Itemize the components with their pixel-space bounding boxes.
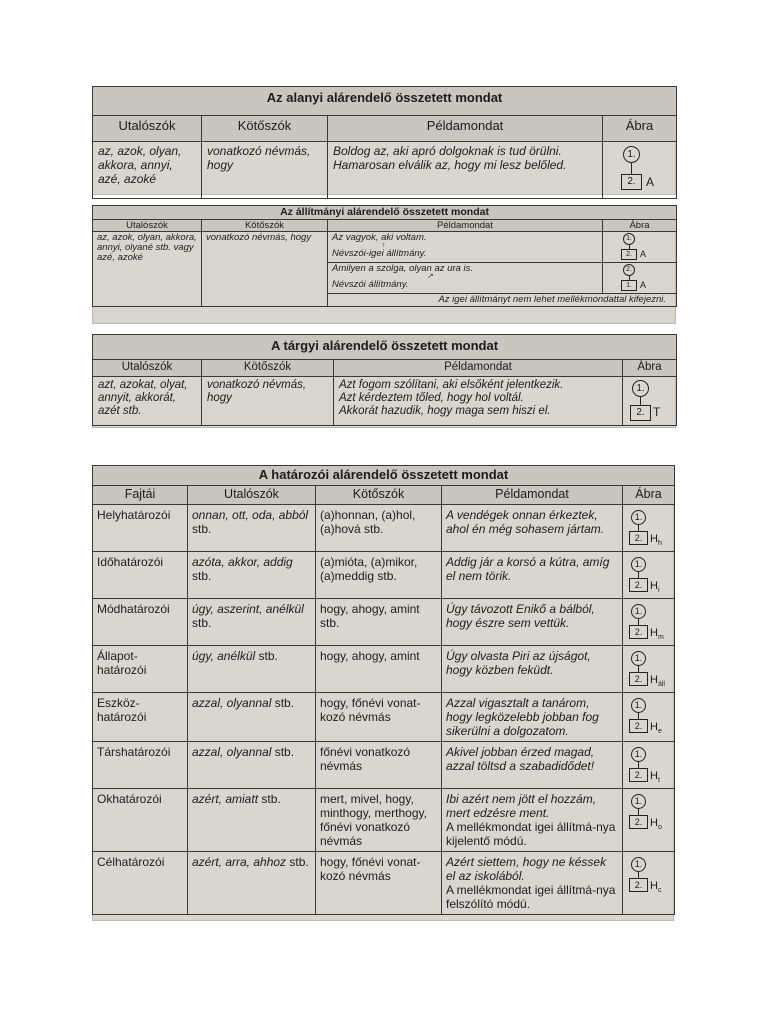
targyi-pelda-3: Akkorát hazudik, hogy maga sem hiszi el. xyxy=(339,405,551,417)
abra-cell xyxy=(623,599,675,646)
fajta-cell: Okhatározói xyxy=(93,789,188,852)
allitmanyi-table xyxy=(92,205,677,307)
targyi-title: A tárgyi alárendelő összetett mondat xyxy=(93,335,677,360)
peldamondat-text: Azzal vigasztalt a tanárom, hogy legközelebb jobban fog sikerülni a dolgozatom. xyxy=(446,696,599,738)
diagram-circle: 1. xyxy=(632,380,649,397)
peldamondat-text: Akivel jobban érzed magad, azzal töltsd a szabadidődet! xyxy=(446,745,595,773)
diagram-label xyxy=(650,879,661,898)
kotoszok-text: hogy, főnévi vonat-kozó névmás xyxy=(320,696,421,724)
peldamondat-cell xyxy=(442,693,623,742)
diagram-circle: 1. xyxy=(623,233,635,245)
fajta-cell: Időhatározói xyxy=(93,552,188,599)
peldamondat-cell xyxy=(442,599,623,646)
targyi-table-card xyxy=(92,334,676,428)
abra-cell xyxy=(623,552,675,599)
diagram-box: 2. xyxy=(630,405,651,421)
alanyi-peldamondat xyxy=(328,142,603,199)
hatarozoi-table xyxy=(92,465,675,915)
diagram-label: A xyxy=(646,175,655,189)
kotoszok-cell xyxy=(316,852,442,915)
hatarozoi-header-abra: Ábra xyxy=(623,486,675,505)
utaloszok-cell xyxy=(188,742,316,789)
abra-cell xyxy=(623,742,675,789)
table-row xyxy=(93,852,675,915)
diagram-box: 2. xyxy=(629,578,648,592)
allitmanyi-pelda-2: Amilyen a szolga, olyan az ura is. xyxy=(332,263,473,274)
allitmanyi-pelda-2-note: Névszói állítmány. xyxy=(332,279,409,290)
table-row xyxy=(93,789,675,852)
targyi-header-utaloszok: Utalószók xyxy=(93,360,202,377)
allitmanyi-pelda-1-cell: Az vagyok, aki voltam. ↑ Névszói-igei állítmány. xyxy=(328,232,603,263)
targyi-kotoszok: vonatkozó névmás, hogy xyxy=(202,377,334,426)
diagram-label-letter: H xyxy=(650,770,658,782)
diagram-label-subscript: c xyxy=(657,887,662,895)
kotoszok-text: főnévi vonatkozó névmás xyxy=(320,745,411,773)
targyi-pelda-2: Azt kérdeztem tőled, hogy hol voltál. xyxy=(339,392,524,404)
utaloszok-text: azóta, akkor, addig xyxy=(192,555,293,569)
kotoszok-text: (a)honnan, (a)hol, (a)hová xyxy=(320,508,416,536)
diagram-circle: 1. xyxy=(631,651,646,666)
kotoszok-text: hogy, ahogy, amint xyxy=(320,649,420,663)
diagram-circle: 1. xyxy=(631,510,646,525)
kotoszok-text: hogy, ahogy, amint xyxy=(320,602,420,616)
diagram-box: 1. xyxy=(621,280,637,291)
allitmanyi-header-abra: Ábra xyxy=(603,220,677,232)
hatarozoi-table-card xyxy=(92,465,674,921)
diagram-box: 2. xyxy=(629,768,648,782)
utaloszok-stb: stb. xyxy=(271,745,295,759)
alanyi-abra xyxy=(603,142,677,199)
alanyi-header-peldamondat: Példamondat xyxy=(328,116,603,142)
peldamondat-text: Addig jár a korsó a kútra, amíg el nem törik. xyxy=(446,555,610,583)
allitmanyi-footnote: Az igei állítmányt nem lehet mellékmondattal kifejezni. xyxy=(328,294,677,307)
diagram-label-subscript: t xyxy=(657,777,660,785)
diagram-label-letter: H xyxy=(650,580,658,592)
diagram-circle: 1. xyxy=(623,146,640,163)
peldamondat-text: Ibi azért nem jött el hozzám, mert edzésre ment. xyxy=(446,792,597,820)
allitmanyi-header-utaloszok: Utalószók xyxy=(93,220,202,232)
utaloszok-cell xyxy=(188,505,316,552)
allitmanyi-title: Az állítmányi alárendelő összetett mondat xyxy=(93,206,677,220)
allitmanyi-abra-1 xyxy=(603,232,677,263)
diagram-box: 2. xyxy=(629,815,648,829)
alanyi-table xyxy=(92,86,677,199)
peldamondat-cell xyxy=(442,552,623,599)
hatarozoi-header-fajtai: Fajtái xyxy=(93,486,188,505)
peldamondat-cell xyxy=(442,646,623,693)
diagram-box: 2. xyxy=(629,878,648,892)
targyi-header-peldamondat: Példamondat xyxy=(334,360,623,377)
utaloszok-stb: stb. xyxy=(192,522,212,536)
diagram-label-letter: H xyxy=(650,674,658,686)
utaloszok-text: onnan, ott, oda, abból xyxy=(192,508,309,522)
allitmanyi-table-card xyxy=(92,205,676,324)
kotoszok-cell xyxy=(316,599,442,646)
utaloszok-text: azért, arra, ahhoz xyxy=(192,855,287,869)
utaloszok-text: úgy, aszerint, anélkül xyxy=(192,602,304,616)
alanyi-header-abra: Ábra xyxy=(603,116,677,142)
peldamondat-cell xyxy=(442,789,623,852)
peldamondat-note: A mellékmondat igei állítmá-nya felszólító módú. xyxy=(446,883,616,911)
utaloszok-stb: stb. xyxy=(255,649,278,663)
hatarozoi-title: A határozói alárendelő összetett mondat xyxy=(93,466,675,486)
utaloszok-text: azzal, olyannal xyxy=(192,745,272,759)
abra-cell xyxy=(623,789,675,852)
peldamondat-text: A vendégek onnan érkeztek, ahol én még sohasem jártam. xyxy=(446,508,605,536)
diagram-label xyxy=(650,720,662,739)
utaloszok-stb: stb. xyxy=(258,792,281,806)
diagram-box: 2. xyxy=(629,719,648,733)
diagram-circle: 1. xyxy=(631,747,646,762)
diagram-box: 2. xyxy=(621,174,642,190)
utaloszok-stb: stb. xyxy=(192,616,212,630)
targyi-peldamondat xyxy=(334,377,623,426)
targyi-pelda-1: Azt fogom szólítani, aki elsőként jelentkezik. xyxy=(339,379,564,391)
diagram-circle: 1. xyxy=(631,604,646,619)
kotoszok-cell xyxy=(316,693,442,742)
kotoszok-text: (a)mióta, (a)mikor, (a)meddig xyxy=(320,555,418,583)
diagram-label-letter: H xyxy=(650,880,658,892)
fajta-cell: Eszköz-határozói xyxy=(93,693,188,742)
diagram-label-letter: H xyxy=(650,627,658,639)
utaloszok-cell xyxy=(188,693,316,742)
peldamondat-text: Azért siettem, hogy ne késsek el az iskolából. xyxy=(446,855,607,883)
kotoszok-stb: stb. xyxy=(360,522,384,536)
diagram-label-letter: H xyxy=(650,533,658,545)
alanyi-header-kotoszok: Kötőszók xyxy=(202,116,328,142)
alanyi-kotoszok: vonatkozó névmás, hogy xyxy=(202,142,328,199)
diagram-circle: 1. xyxy=(631,557,646,572)
abra-cell xyxy=(623,693,675,742)
kotoszok-cell xyxy=(316,646,442,693)
abra-cell xyxy=(623,646,675,693)
kotoszok-stb: stb. xyxy=(374,569,397,583)
diagram-circle: 2. xyxy=(623,264,635,276)
diagram-circle: 1. xyxy=(631,794,646,809)
utaloszok-text: azzal, olyannal xyxy=(192,696,272,710)
alanyi-pelda-1: Boldog az, aki apró dolgoknak is tud örülni. xyxy=(333,144,562,158)
peldamondat-cell xyxy=(442,742,623,789)
hatarozoi-header-utaloszok: Utalószók xyxy=(188,486,316,505)
utaloszok-cell xyxy=(188,552,316,599)
diagram-label: A xyxy=(640,249,647,259)
fajta-cell: Állapot-határozói xyxy=(93,646,188,693)
kotoszok-text: mert, mivel, hogy, minthogy, merthogy, főnévi vonatkozó névmás xyxy=(320,792,427,848)
allitmanyi-kotoszok: vonatkozó névmás, hogy xyxy=(202,232,328,307)
allitmanyi-abra-2 xyxy=(603,263,677,294)
peldamondat-cell xyxy=(442,505,623,552)
fajta-cell: Helyhatározói xyxy=(93,505,188,552)
diagram-label-subscript: e xyxy=(657,728,662,736)
diagram-label xyxy=(650,579,660,598)
utaloszok-text: úgy, anélkül xyxy=(192,649,256,663)
fajta-cell: Célhatározói xyxy=(93,852,188,915)
peldamondat-note: A mellékmondat igei állítmá-nya kijelentő módú. xyxy=(446,820,616,848)
table-row xyxy=(93,599,675,646)
targyi-header-kotoszok: Kötőszók xyxy=(202,360,334,377)
utaloszok-cell xyxy=(188,852,316,915)
diagram-label: A xyxy=(640,280,647,290)
table-row xyxy=(93,742,675,789)
diagram-label-subscript: i xyxy=(657,587,660,595)
peldamondat-text: Úgy távozott Enikő a bálból, hogy észre sem vettük. xyxy=(446,602,595,630)
utaloszok-stb: stb. xyxy=(271,696,295,710)
fajta-cell: Társhatározói xyxy=(93,742,188,789)
peldamondat-text: Úgy olvasta Piri az újságot, hogy közben feküdt. xyxy=(446,649,591,677)
table-row xyxy=(93,646,675,693)
kotoszok-cell xyxy=(316,552,442,599)
diagram-label xyxy=(650,769,660,788)
allitmanyi-header-kotoszok: Kötőszók xyxy=(202,220,328,232)
diagram-label-letter: H xyxy=(650,721,658,733)
targyi-header-abra: Ábra xyxy=(623,360,677,377)
diagram-label-subscript: h xyxy=(657,540,662,548)
utaloszok-text: azért, amiatt xyxy=(192,792,259,806)
alanyi-table-card xyxy=(92,86,676,195)
diagram-box: 2. xyxy=(621,249,637,260)
utaloszok-stb: stb. xyxy=(192,569,212,583)
diagram-label-subscript: m xyxy=(657,634,664,642)
kotoszok-stb: stb. xyxy=(320,616,340,630)
abra-cell xyxy=(623,505,675,552)
peldamondat-cell xyxy=(442,852,623,915)
kotoszok-cell xyxy=(316,742,442,789)
allitmanyi-pelda-1-note: Névszói-igei állítmány. xyxy=(332,248,427,259)
alanyi-pelda-2: Hamarosan elválik az, hogy mi lesz belőled. xyxy=(333,158,567,172)
kotoszok-cell xyxy=(316,505,442,552)
targyi-utaloszok: azt, azokat, olyat, annyit, akkorát, azét stb. xyxy=(93,377,202,426)
targyi-abra xyxy=(623,377,677,426)
utaloszok-stb: stb. xyxy=(286,855,309,869)
diagram-label xyxy=(650,532,662,551)
alanyi-utaloszok: az, azok, olyan, akkora, annyi, azé, azoké xyxy=(93,142,202,199)
table-row xyxy=(93,693,675,742)
allitmanyi-pelda-2-cell: Amilyen a szolga, olyan az ura is. ↗ Névszói állítmány. xyxy=(328,263,603,294)
diagram-circle: 1. xyxy=(631,857,646,872)
alanyi-title: Az alanyi alárendelő összetett mondat xyxy=(93,87,677,116)
table-row xyxy=(93,505,675,552)
table-row xyxy=(93,552,675,599)
diagram-box: 2. xyxy=(629,672,648,686)
diagram-label xyxy=(650,673,665,692)
diagram-box: 2. xyxy=(629,531,648,545)
alanyi-header-utaloszok: Utalószók xyxy=(93,116,202,142)
hatarozoi-header-kotoszok: Kötőszók xyxy=(316,486,442,505)
diagram-circle: 1. xyxy=(631,698,646,713)
fajta-cell: Módhatározói xyxy=(93,599,188,646)
diagram-label xyxy=(650,626,664,645)
diagram-label-subscript: o xyxy=(657,824,662,832)
utaloszok-cell xyxy=(188,646,316,693)
diagram-label-letter: H xyxy=(650,817,658,829)
kotoszok-text: hogy, főnévi vonat-kozó névmás xyxy=(320,855,421,883)
hatarozoi-rows xyxy=(93,505,675,915)
hatarozoi-header-peldamondat: Példamondat xyxy=(442,486,623,505)
allitmanyi-utaloszok: az, azok, olyan, akkora, annyi, olyané stb. vagy azé, azoké xyxy=(93,232,202,307)
utaloszok-cell xyxy=(188,789,316,852)
allitmanyi-header-peldamondat: Példamondat xyxy=(328,220,603,232)
allitmanyi-pelda-1: Az vagyok, aki voltam. xyxy=(332,232,427,243)
diagram-label-subscript: áll xyxy=(657,681,665,689)
abra-cell xyxy=(623,852,675,915)
utaloszok-cell xyxy=(188,599,316,646)
diagram-box: 2. xyxy=(629,625,648,639)
kotoszok-cell xyxy=(316,789,442,852)
targyi-table xyxy=(92,334,677,426)
diagram-label: T xyxy=(653,405,661,419)
diagram-label xyxy=(650,816,662,835)
